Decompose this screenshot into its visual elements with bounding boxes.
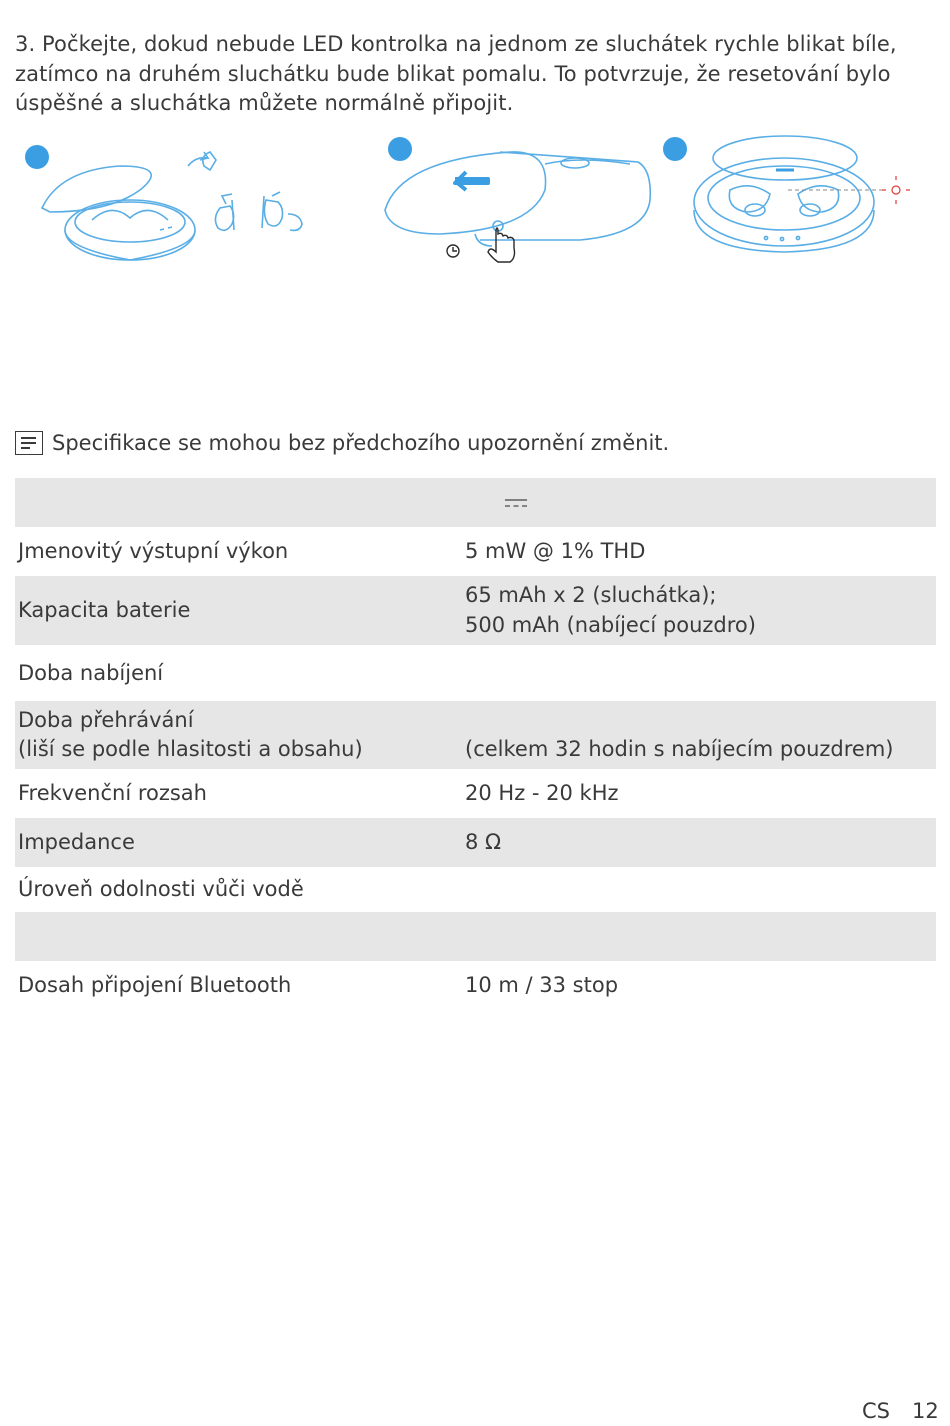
reset-illustrations bbox=[0, 130, 950, 280]
spec-value-line-2: 500 mAh (nabíjecí pouzdro) bbox=[465, 613, 756, 637]
instruction-line-2: zatímco na druhém sluchátku bude blikat pomalu. To potvrzuje, že resetování bylo bbox=[15, 61, 891, 86]
spec-row bbox=[15, 576, 936, 645]
instruction-text bbox=[15, 30, 937, 119]
spec-value: 10 m / 33 stop bbox=[465, 973, 619, 997]
dc-power-symbol bbox=[505, 499, 527, 507]
step-2-dot bbox=[388, 137, 412, 161]
spec-value: 20 Hz - 20 kHz bbox=[465, 781, 619, 805]
spec-row bbox=[15, 961, 936, 1010]
spec-row bbox=[15, 912, 936, 961]
spec-row bbox=[15, 818, 936, 867]
page-number: 12 bbox=[912, 1399, 939, 1423]
spec-row bbox=[15, 701, 936, 769]
spec-header-row bbox=[15, 478, 936, 527]
step-3-dot bbox=[663, 137, 687, 161]
illustration-press-button bbox=[380, 130, 665, 270]
spec-label-line-1: Doba přehrávání bbox=[18, 708, 194, 732]
illustration-led-blink bbox=[660, 130, 920, 270]
spec-row bbox=[15, 769, 936, 818]
spec-label: Kapacita baterie bbox=[18, 598, 191, 622]
step-1-dot bbox=[25, 145, 49, 169]
spec-value: 5 mW @ 1% THD bbox=[465, 539, 646, 563]
spec-row bbox=[15, 645, 936, 701]
spec-value-line-1: 65 mAh x 2 (sluchátka); bbox=[465, 583, 717, 607]
spec-value: 8 Ω bbox=[465, 830, 502, 854]
note-icon bbox=[15, 431, 43, 455]
spec-row bbox=[15, 867, 936, 912]
spec-label: Jmenovitý výstupní výkon bbox=[18, 539, 289, 563]
illustration-open-case bbox=[20, 130, 320, 270]
spec-value: (celkem 32 hodin s nabíjecím pouzdrem) bbox=[465, 737, 894, 761]
instruction-line-1: 3. Počkejte, dokud nebude LED kontrolka na jednom ze sluchátek rychle blikat bíle, bbox=[15, 32, 897, 56]
spec-label: Úroveň odolnosti vůči vodě bbox=[18, 877, 304, 901]
spec-label: Impedance bbox=[18, 830, 135, 854]
note-text: Specifikace se mohou bez předchozího upozornění změnit. bbox=[52, 431, 670, 455]
spec-label: Doba nabíjení bbox=[18, 661, 164, 685]
footer-language: CS bbox=[862, 1399, 890, 1423]
spec-label-line-2: (liší se podle hlasitosti a obsahu) bbox=[18, 737, 363, 761]
instruction-line-3: úspěšné a sluchátka můžete normálně připojit. bbox=[15, 91, 514, 115]
spec-label: Dosah připojení Bluetooth bbox=[18, 973, 292, 997]
spec-label: Frekvenční rozsah bbox=[18, 781, 207, 805]
spec-row bbox=[15, 527, 936, 576]
spec-table bbox=[15, 478, 936, 1010]
